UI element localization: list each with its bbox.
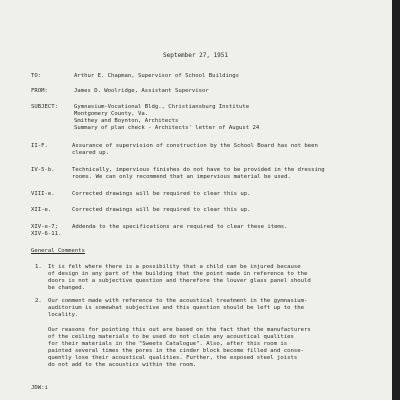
- comment-text: Our comment made with reference to the acoustical treatment in the gymnasium-: [48, 298, 308, 304]
- subject-label: SUBJECT:: [31, 104, 58, 110]
- subject-line: Montgomery County, Va.: [74, 111, 149, 117]
- item-text: cleared up.: [72, 150, 110, 156]
- item-text: Corrected drawings will be required to clear this up.: [72, 191, 251, 197]
- item-code: XIV-6-11.: [31, 231, 62, 237]
- memo-date: September 27, 1951: [163, 52, 229, 59]
- comment-text: doors is not a subjective question and therefore the louver glass panel should: [48, 278, 311, 284]
- comment-text: auditorium is somewhat subjective and this question should be left up to the: [48, 305, 304, 311]
- from-label: FROM:: [31, 88, 48, 94]
- subject-line: Summary of plan check - Architects' letter of August 24: [74, 125, 260, 131]
- paragraph-line: painted several times the pores in the cinder block become filled and conse-: [48, 348, 304, 354]
- general-comments-heading: General Comments: [31, 248, 85, 254]
- item-code: VIII-e.: [31, 191, 55, 197]
- paragraph-line: of the ceiling materials to be used do not claim any acoustical qualities: [48, 334, 294, 340]
- subject-line: Gymnasium-Vocational Bldg., Christiansburg Institute: [74, 104, 250, 110]
- item-text: Technically, impervious finishes do not have to be provided in the dressing: [72, 167, 325, 173]
- subject-line: Smithey and Boynton, Architects: [74, 118, 179, 124]
- paragraph-line: Our reasons for pointing this out are based on the fact that the manufacturers: [48, 327, 311, 333]
- comment-number: 2.: [35, 298, 42, 304]
- item-code: XIV-e-7;: [31, 224, 58, 230]
- comment-text: It is felt where there is a possibility that a child can be injured because: [48, 264, 301, 270]
- to-label: TO:: [31, 73, 42, 79]
- item-text: Addenda to the specifications are required to clear these items.: [72, 224, 288, 230]
- from-value: James D. Woolridge, Assistant Supervisor: [74, 88, 209, 94]
- item-code: XII-e.: [31, 207, 52, 213]
- paragraph-line: quently lose their acoustical qualities. Further, the exposed steel joists: [48, 355, 298, 361]
- comment-text: be changed.: [48, 285, 86, 291]
- item-text: Assurance of supervision of construction by the School Board has not been: [72, 143, 318, 149]
- comment-text: locality.: [48, 312, 79, 318]
- item-code: IV-5-b.: [31, 167, 55, 173]
- item-text: Corrected drawings will be required to clear this up.: [72, 207, 251, 213]
- comment-text: of design in any part of the building that the point made in reference to the: [48, 271, 308, 277]
- paragraph-line: for their materials in the "Sweets Catalogue". Also, after this room is: [48, 341, 288, 347]
- scan-edge: [392, 0, 400, 400]
- comment-number: 1.: [35, 264, 42, 270]
- paragraph-line: do not add to the acoustics within the room.: [48, 362, 197, 368]
- to-value: Arthur E. Chapman, Supervisor of School Buildings: [74, 73, 240, 79]
- item-text: rooms. We can only recommend that an impervious material be used.: [72, 174, 291, 180]
- footer-initials: JDW:i: [31, 385, 48, 391]
- item-code: II-F.: [31, 143, 48, 149]
